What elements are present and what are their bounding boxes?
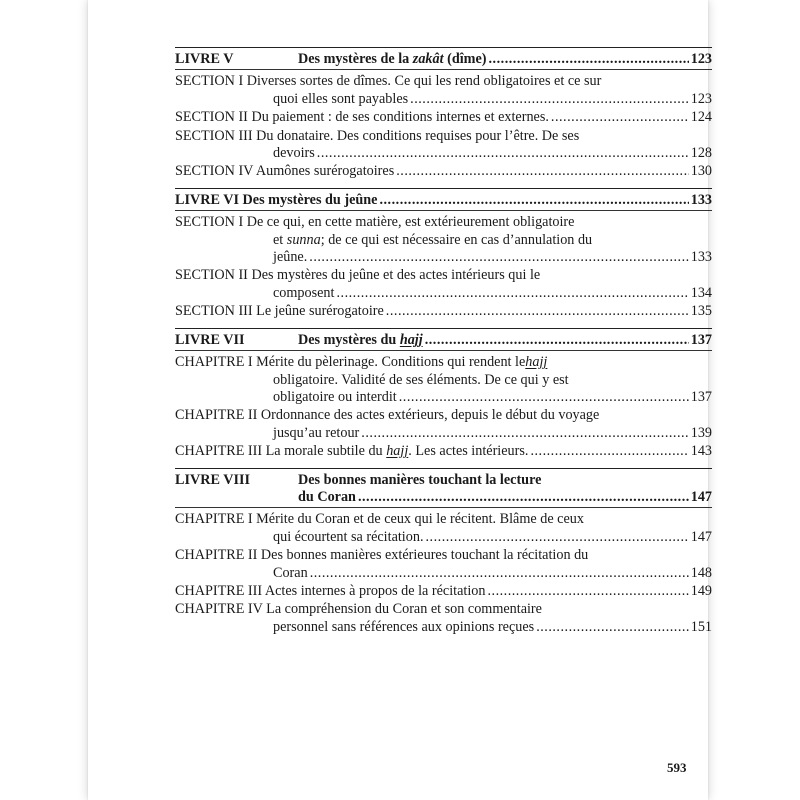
leader-dots [399,389,689,406]
page-number: 134 [690,284,712,301]
book-5-header [175,51,712,70]
leader-dots [425,332,689,349]
entry-text: qui écourtent sa récitation. [273,528,424,545]
leader-dots [396,163,688,180]
leader-dots [309,249,688,266]
entry-text: CHAPITRE I Mérite du pèlerinage. Conditions qui rendent le [175,354,526,371]
leader-dots [410,91,689,108]
page-number: 130 [690,163,712,180]
page-number: 133 [690,191,712,208]
toc-entry [175,128,712,163]
entry-text: SECTION I Diverses sortes de dîmes. Ce qui les rend obligatoires et ce sur [175,73,602,90]
page-number: 124 [690,109,712,126]
book-7-header [175,332,712,351]
toc-entry [175,583,712,600]
entry-text: quoi elles sont payables [273,90,409,107]
entry-text: ; de ce qui est nécessaire en cas d’annulation du [320,231,593,248]
toc-entry [175,73,712,108]
entry-text: sunna [286,231,321,248]
book-6-header [175,192,712,211]
entry-text: SECTION II Du paiement : de ses conditions internes et externes. [175,109,549,126]
page-number: 137 [690,388,712,405]
leader-dots [551,109,689,126]
leader-dots [489,51,689,68]
book-label: LIVRE VII [175,331,245,348]
toc-entry [175,601,712,636]
page-number: 123 [690,51,712,67]
leader-dots [358,489,689,506]
leader-dots [317,145,689,162]
book-8 [175,468,712,637]
entry-text: obligatoire. Validité de ses éléments. De ce qui y est [273,371,569,388]
book-8-title-line [175,472,712,489]
entry-text: SECTION III Le jeûne surérogatoire [175,303,384,320]
folio-page-number: 593 [667,760,687,775]
toc-entry [175,511,712,546]
page-number: 148 [690,564,712,581]
page-number: 147 [690,528,712,545]
book-label: LIVRE VIII [175,471,251,488]
book-title: du Coran [298,488,356,505]
entry-text: CHAPITRE III La morale subtile du hajj. Les actes intérieurs. [175,443,529,460]
toc-entry [175,407,712,442]
entry-text: Coran [273,564,308,581]
book-7 [175,328,712,468]
page-number: 139 [690,424,712,441]
entry-text: SECTION II Des mystères du jeûne et des actes intérieurs qui le [175,267,541,284]
toc-entry [175,303,712,320]
entry-text: CHAPITRE III Actes internes à propos de la récitation [175,582,486,599]
entry-text: hajj [525,354,548,371]
entry-text: SECTION I De ce qui, en cette matière, est extérieurement obligatoire [175,214,575,231]
leader-dots [536,619,689,636]
book-7-title-line [175,332,712,349]
entry-text: CHAPITRE II Des bonnes manières extérieures touchant la récitation du [175,547,589,564]
toc-entry [175,443,712,460]
entry-text: devoirs [273,145,315,162]
leader-dots [310,565,689,582]
book-title: Des bonnes manières touchant la lecture [298,471,542,488]
entry-text: jeûne. [273,249,308,266]
page-number: 137 [690,331,712,348]
leader-dots [379,192,688,209]
leader-dots [487,583,688,600]
entry-text: SECTION IV Aumônes surérogatoires [175,163,395,180]
toc-entry [175,267,712,302]
page-number: 128 [690,145,712,162]
entry-text: CHAPITRE I Mérite du Coran et de ceux qui le récitent. Blâme de ceux [175,511,584,528]
book-6 [175,188,712,328]
book-title: Des mystères du hajj [298,331,423,348]
book-page [88,0,712,800]
page-number: 133 [690,249,712,266]
entry-text: obligatoire ou interdit [273,388,397,405]
toc-entry [175,547,712,582]
page-number: 151 [690,618,712,635]
entry-text: jusqu’au retour [273,424,360,441]
entry-text: composent [273,284,335,301]
book-label: LIVRE V [175,51,234,67]
page-number: 149 [690,582,712,599]
leader-dots [386,303,689,320]
book-6-title-line [175,192,712,209]
leader-dots [426,529,689,546]
entry-text: SECTION III Du donataire. Des conditions requises pour l’être. De ses [175,127,580,144]
book-5 [175,47,712,188]
toc-entry [175,163,712,180]
toc-entry [175,109,712,126]
toc-entry: SECTION I De ce qui, en cette matière, est extérieurement obligatoire et sunna ; de ce qui est nécessaire en cas d’annulation du jeûne. ..... 133 [175,214,712,266]
page-number: 135 [690,303,712,320]
leader-dots [361,425,688,442]
entry-text: CHAPITRE II Ordonnance des actes extérieurs, depuis le début du voyage [175,407,600,424]
leader-dots [336,285,688,302]
book-title: Des mystères du jeûne [242,191,378,208]
book-title: Des mystères de la zakât (dîme) [298,51,487,67]
toc-entry [175,354,712,406]
entry-text: personnel sans références aux opinions reçues [273,618,535,635]
page-number: 123 [690,90,712,107]
leader-dots [530,443,688,460]
book-label: LIVRE VI [175,191,239,208]
book-8-header [175,472,712,509]
book-5-title-line [175,51,712,68]
page-number: 147 [690,488,712,505]
entry-text: CHAPITRE IV La compréhension du Coran et son commentaire [175,601,542,618]
page-number: 143 [690,443,712,460]
table-of-contents [175,47,712,637]
